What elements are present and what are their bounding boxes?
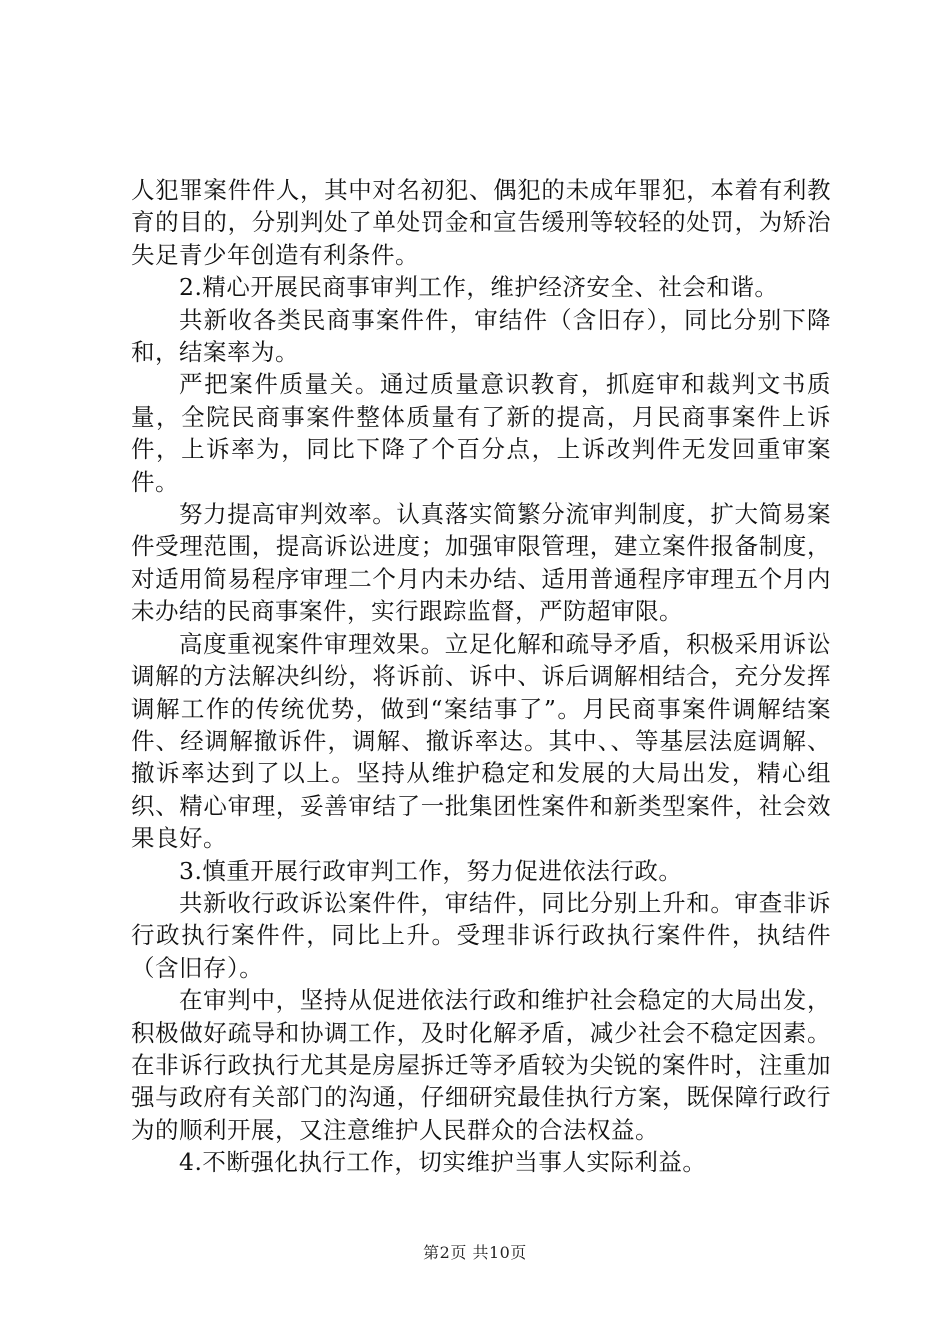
paragraph: 高度重视案件审理效果。立足化解和疏导矛盾，积极采用诉讼调解的方法解决纠纷，将诉前、诉中、诉后调解相结合，充分发挥调解工作的传统优势，做到“案结事了”。月民商事案件调解结案件、经调解撤诉件，调解、撤诉率达。其中、、等基层法庭调解、撤诉率达到了以上。坚持从维护稳定和发展的大局出发，精心组织、精心审理，妥善审结了一批集团性案件和新类型案件，社会效果良好。 (131, 629, 831, 853)
paragraph: 严把案件质量关。通过质量意识教育，抓庭审和裁判文书质量，全院民商事案件整体质量有了新的提高，月民商事案件上诉件，上诉率为，同比下降了个百分点，上诉改判件无发回重审案件。 (131, 370, 831, 496)
paragraph: 共新收各类民商事案件件，审结件（含旧存），同比分别下降和，结案率为。 (131, 305, 831, 367)
page-number-footer: 第2页 共10页 (423, 1243, 527, 1262)
section-heading-4: 4.不断强化执行工作，切实维护当事人实际利益。 (179, 1148, 707, 1177)
section-heading-2: 2.精心开展民商事审判工作，维护经济安全、社会和谐。 (179, 273, 779, 302)
section-heading-3: 3.慎重开展行政审判工作，努力促进依法行政。 (179, 856, 683, 885)
paragraph: 努力提高审判效率。认真落实简繁分流审判制度，扩大简易案件受理范围，提高诉讼进度；加强审限管理，建立案件报备制度，对适用简易程序审理二个月内未办结、适用普通程序审理五个月内未办结的民商事案件，实行跟踪监督，严防超审限。 (131, 500, 831, 626)
paragraph: 在审判中，坚持从促进依法行政和维护社会稳定的大局出发，积极做好疏导和协调工作，及时化解矛盾，减少社会不稳定因素。在非诉行政执行尤其是房屋拆迁等矛盾较为尖锐的案件时，注重加强与政府有关部门的沟通，仔细研究最佳执行方案，既保障行政行为的顺利开展，又注意维护人民群众的合法权益。 (131, 986, 831, 1144)
paragraph: 共新收行政诉讼案件件，审结件，同比分别上升和。审查非诉行政执行案件件，同比上升。受理非诉行政执行案件件，执结件（含旧存）。 (131, 888, 831, 982)
document-body (131, 174, 831, 1179)
paragraph-continuation: 人犯罪案件件人，其中对名初犯、偶犯的未成年罪犯，本着有利教育的目的，分别判处了单处罚金和宣告缓刑等较轻的处罚，为矫治失足青少年创造有利条件。 (131, 176, 831, 269)
